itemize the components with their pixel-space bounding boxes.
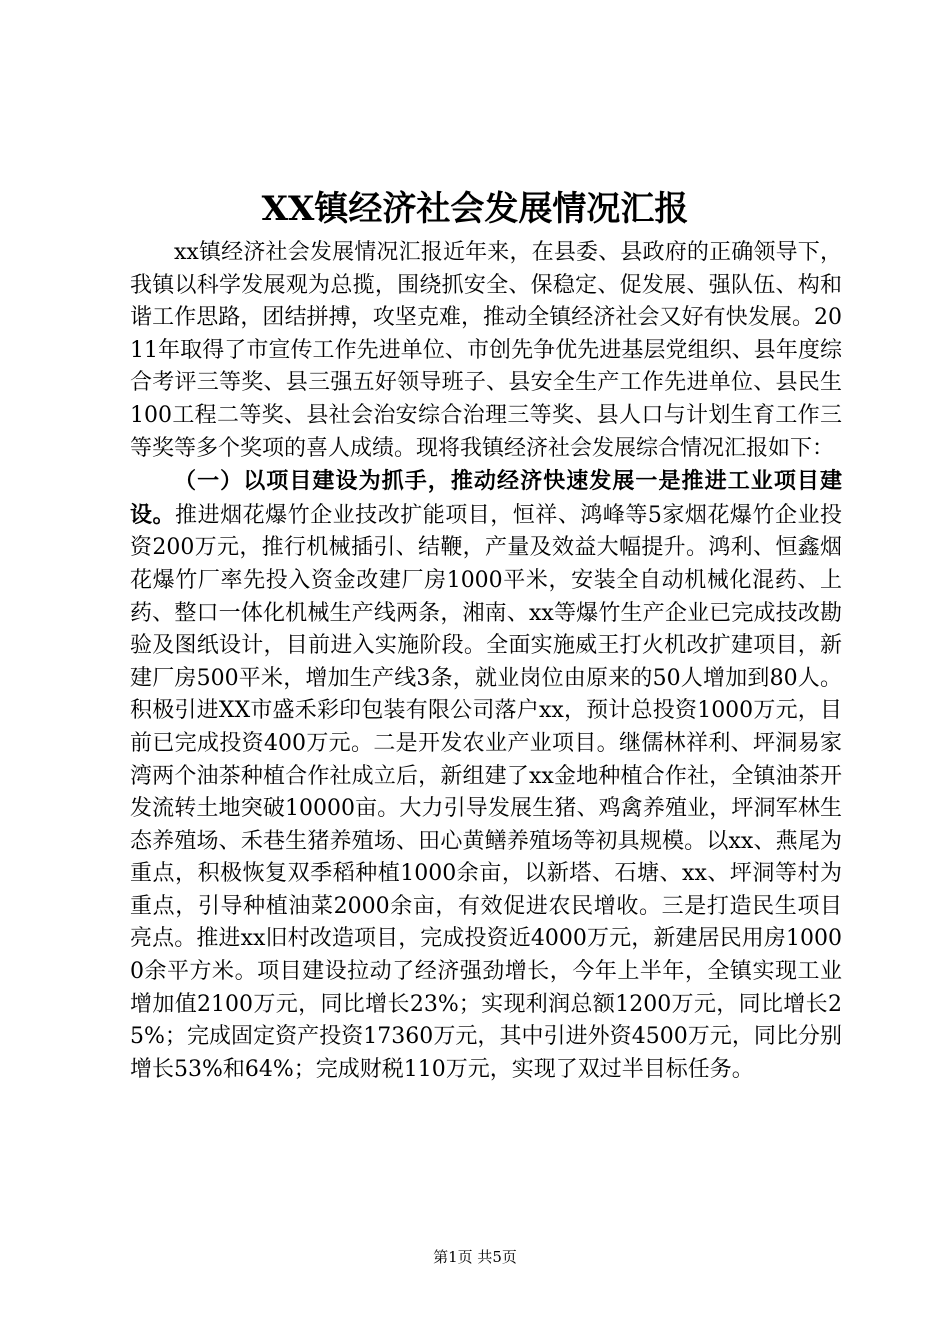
- paragraph-text: 推进烟花爆竹企业技改扩能项目，恒祥、鸿峰等5家烟花爆竹企业投资200万元，推行机械插引、结鞭，产量及效益大幅提升。鸿利、恒鑫烟花爆竹厂率先投入资金改建厂房1000平米，安装全自动机械化混药、上药、整口一体化机械生产线两条，湘南、xx等爆竹生产企业已完成技改勘验及图纸设计，目前进入实施阶段。全面实施威王打火机改扩建项目，新建厂房500平米，增加生产线3条，就业岗位由原来的50人增加到80人。积极引进XX市盛禾彩印包装有限公司落户xx，预计总投资1000万元，目前已完成投资400万元。二是开发农业产业项目。继儒林祥利、坪洞易家湾两个油茶种植合作社成立后，新组建了xx金地种植合作社，全镇油茶开发流转土地突破10000亩。大力引导发展生猪、鸡禽养殖业，坪洞军林生态养殖场、禾巷生猪养殖场、田心黄鳝养殖场等初具规模。以xx、燕尾为重点，积极恢复双季稻种植1000余亩，以新塔、石塘、xx、坪洞等村为重点，引导种植油菜2000余亩，有效促进农民增收。三是打造民生项目亮点。推进xx旧村改造项目，完成投资近4000万元，新建居民用房10000余平方米。项目建设拉动了经济强劲增长，今年上半年，全镇实现工业增加值2100万元，同比增长23%；实现利润总额1200万元，同比增长25%；完成固定资产投资17360万元，其中引进外资4500万元，同比分别增长53%和64%；完成财税110万元，实现了双过半目标任务。: [130, 502, 842, 1082]
- paragraph-section-1: [130, 465, 842, 1086]
- document-body: [130, 236, 842, 1086]
- paragraph-lead: （一）以项目建设为抓手，推动经济快速发展一是推进工业项目建设。: [130, 468, 842, 528]
- paragraph-intro: [130, 236, 842, 465]
- document-title: XX镇经济社会发展情况汇报: [261, 189, 689, 229]
- paragraph-text: xx镇经济社会发展情况汇报近年来，在县委、县政府的正确领导下，我镇以科学发展观为总揽，围绕抓安全、保稳定、促发展、强队伍、构和谐工作思路，团结拼搏，攻坚克难，推动全镇经济社会又好有快发展。2011年取得了市宣传工作先进单位、市创先争优先进基层党组织、县年度综合考评三等奖、县三强五好领导班子、县安全生产工作先进单位、县民生100工程二等奖、县社会治安综合治理三等奖、县人口与计划生育工作三等奖等多个奖项的喜人成绩。现将我镇经济社会发展综合情况汇报如下：: [130, 240, 842, 461]
- page-number-footer: 第1页 共5页: [433, 1248, 517, 1266]
